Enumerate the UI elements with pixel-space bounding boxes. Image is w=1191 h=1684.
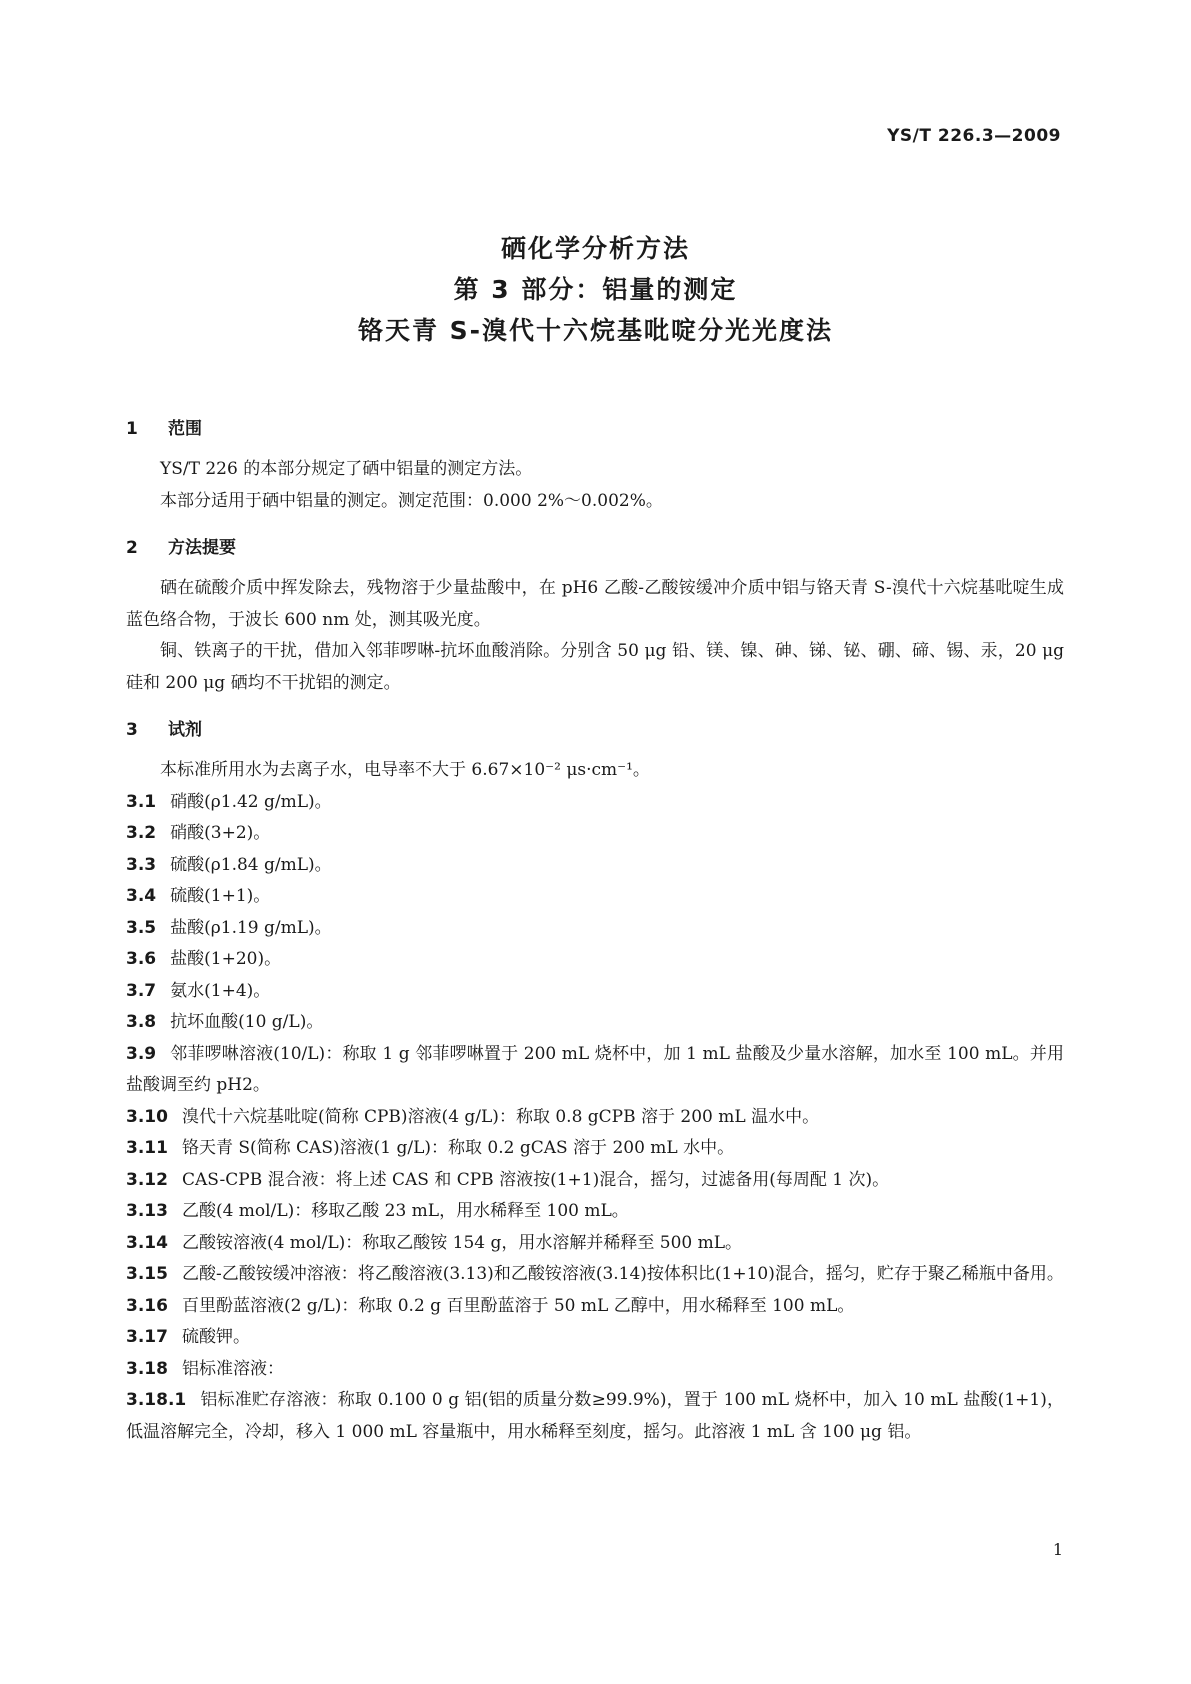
document-body (126, 412, 1064, 1448)
item-number: 3.14 (126, 1232, 168, 1253)
item-number: 3.6 (126, 949, 157, 969)
reagent-item (126, 1007, 1064, 1039)
item-text: 乙酸铵溶液(4 mol/L)：称取乙酸铵 154 g，用水溶解并稀释至 500 mL。 (181, 1232, 743, 1253)
item-text: 乙酸(4 mol/L)：移取乙酸 23 mL，用水稀释至 100 mL。 (181, 1201, 629, 1221)
title-line-2: 第 3 部分：铝量的测定 (453, 275, 738, 304)
item-number: 3.10 (126, 1106, 168, 1127)
reagent-item (126, 944, 1064, 976)
section-number: 1 (126, 419, 138, 439)
reagent-item (126, 1196, 1064, 1228)
section-number: 3 (126, 720, 138, 740)
section-title: 方法提要 (168, 538, 236, 558)
reagent-item (126, 818, 1064, 850)
section-heading-scope (126, 412, 1064, 446)
document-title (0, 228, 1191, 351)
reagent-item (126, 1039, 1064, 1102)
item-text: 盐酸(ρ1.19 g/mL)。 (170, 917, 332, 938)
section-heading-principle (126, 531, 1064, 565)
item-number: 3.9 (126, 1043, 157, 1064)
item-number: 3.12 (126, 1169, 168, 1190)
item-number: 3.18 (126, 1358, 168, 1379)
title-line-3: 铬天青 S-溴代十六烷基吡啶分光光度法 (357, 316, 834, 345)
title-line-1: 硒化学分析方法 (500, 234, 690, 263)
item-text: 硝酸(3+2)。 (170, 823, 271, 843)
item-text: 邻菲啰啉溶液(10/L)：称取 1 g 邻菲啰啉置于 200 mL 烧杯中，加 1 mL 盐酸及少量水溶解，加水至 100 mL。并用盐酸调至约 pH2。 (126, 1043, 1064, 1095)
item-number: 3.16 (126, 1295, 168, 1316)
reagent-item (126, 1133, 1064, 1165)
item-text: 乙酸-乙酸铵缓冲溶液：将乙酸溶液(3.13)和乙酸铵溶液(3.14)按体积比(1+10)混合，摇匀，贮存于聚乙稀瓶中备用。 (181, 1264, 1064, 1284)
paragraph: 本标准所用水为去离子水，电导率不大于 6.67×10⁻² μs·cm⁻¹。 (160, 760, 650, 780)
item-text: 溴代十六烷基吡啶(简称 CPB)溶液(4 g/L)：称取 0.8 gCPB 溶于 200 mL 温水中。 (181, 1106, 820, 1127)
item-number: 3.15 (126, 1264, 168, 1284)
reagent-item (126, 1354, 1064, 1386)
standard-number: YS/T 226.3—2009 (887, 126, 1061, 146)
reagent-item (126, 787, 1064, 819)
item-number: 3.13 (126, 1201, 168, 1221)
item-text: 盐酸(1+20)。 (170, 949, 282, 969)
paragraph: YS/T 226 的本部分规定了硒中铝量的测定方法。 (160, 459, 533, 479)
section-title: 试剂 (168, 720, 202, 740)
item-number: 3.8 (126, 1012, 157, 1032)
item-number: 3.5 (126, 917, 157, 938)
section-title: 范围 (168, 419, 202, 439)
item-number: 3.17 (126, 1327, 168, 1347)
reagent-item (126, 1322, 1064, 1354)
reagent-item (126, 881, 1064, 913)
item-number: 3.3 (126, 854, 157, 875)
item-text: 硫酸钾。 (181, 1327, 250, 1347)
reagent-list (126, 787, 1064, 1449)
item-text: 氨水(1+4)。 (170, 980, 271, 1001)
paragraph: 铜、铁离子的干扰，借加入邻菲啰啉-抗坏血酸消除。分别含 50 μg 铅、镁、镍、砷、锑、铋、硼、碲、锡、汞，20 μg 硅和 200 μg 硒均不干扰铝的测定。 (126, 641, 1064, 693)
section-heading-reagents (126, 713, 1064, 747)
item-text: 抗坏血酸(10 g/L)。 (170, 1012, 324, 1032)
item-text: 铝标准贮存溶液：称取 0.100 0 g 铝(铝的质量分数≥99.9%)，置于 100 mL 烧杯中，加入 10 mL 盐酸(1+1)，低温溶解完全，冷却，移入 1 000 mL 容量瓶中，用水稀释至刻度，摇匀。此溶液 1 mL 含 100 μg 铝。 (126, 1390, 1064, 1442)
reagent-item (126, 1165, 1064, 1197)
paragraph: 本部分适用于硒中铝量的测定。测定范围：0.000 2%～0.002%。 (160, 490, 663, 511)
item-number: 3.7 (126, 980, 157, 1001)
reagent-item (126, 1228, 1064, 1260)
page-number: 1 (1052, 1540, 1063, 1559)
paragraph: 硒在硫酸介质中挥发除去，残物溶于少量盐酸中，在 pH6 乙酸-乙酸铵缓冲介质中铝与铬天青 S-溴代十六烷基吡啶生成蓝色络合物，于波长 600 nm 处，测其吸光度。 (126, 578, 1064, 630)
reagent-item (126, 913, 1064, 945)
item-text: 硫酸(ρ1.84 g/mL)。 (170, 854, 332, 875)
item-text: 硝酸(ρ1.42 g/mL)。 (170, 791, 332, 812)
item-text: 百里酚蓝溶液(2 g/L)：称取 0.2 g 百里酚蓝溶于 50 mL 乙醇中，用水稀释至 100 mL。 (181, 1295, 855, 1316)
reagent-item (126, 1385, 1064, 1448)
item-text: CAS-CPB 混合液：将上述 CAS 和 CPB 溶液按(1+1)混合，摇匀，过滤备用(每周配 1 次)。 (181, 1169, 890, 1190)
section-number: 2 (126, 538, 138, 558)
reagent-item (126, 1259, 1064, 1291)
item-number: 3.18.1 (126, 1390, 187, 1410)
reagent-item (126, 850, 1064, 882)
reagent-item (126, 1291, 1064, 1323)
item-number: 3.2 (126, 823, 157, 843)
item-number: 3.1 (126, 791, 157, 812)
reagent-item (126, 1102, 1064, 1134)
item-number: 3.4 (126, 886, 157, 906)
item-text: 硫酸(1+1)。 (170, 886, 271, 906)
item-text: 铬天青 S(简称 CAS)溶液(1 g/L)：称取 0.2 gCAS 溶于 200 mL 水中。 (181, 1138, 735, 1158)
item-text: 铝标准溶液： (181, 1358, 284, 1379)
reagent-item (126, 976, 1064, 1008)
item-number: 3.11 (126, 1138, 168, 1158)
